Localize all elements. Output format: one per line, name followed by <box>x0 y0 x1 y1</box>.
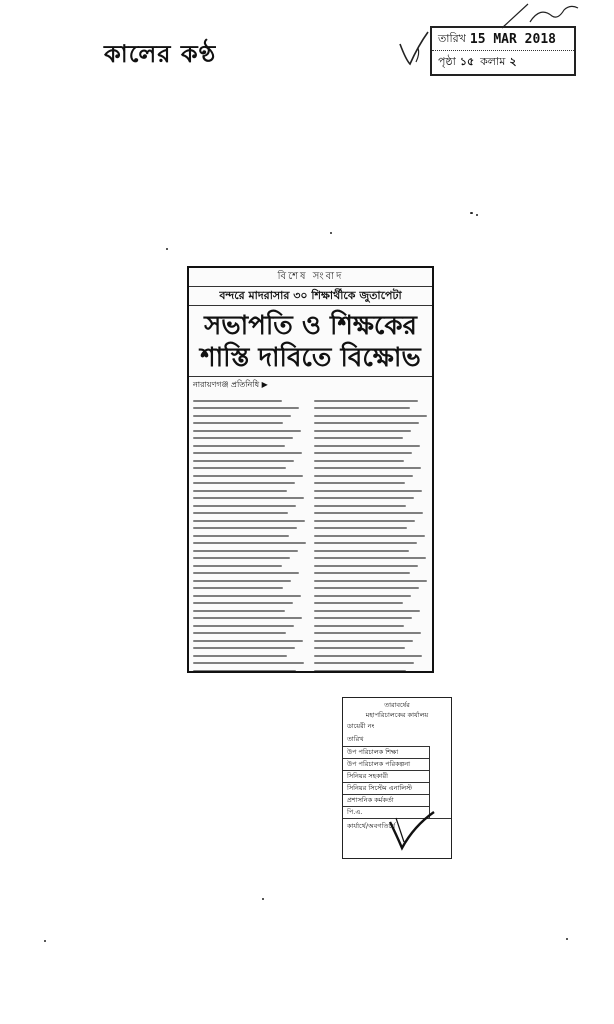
routing-title <box>343 698 451 720</box>
body-text-line <box>314 415 427 417</box>
body-text-line <box>314 527 408 529</box>
received-date-stamp <box>430 26 576 76</box>
stamp-page-row <box>432 50 574 73</box>
clipping-body-column-left <box>193 394 308 673</box>
body-text-line <box>193 670 296 672</box>
body-text-line <box>314 670 407 672</box>
body-text-line <box>314 632 422 634</box>
handwritten-tick-icon <box>396 26 432 70</box>
clipping-byline: নারায়ণগঞ্জ প্রতিনিধি ▶ <box>193 380 268 389</box>
stamp-page-label: পৃষ্ঠা <box>438 54 456 68</box>
body-text-line <box>314 407 410 409</box>
routing-row: সিনিয়র সহকারী <box>343 770 430 782</box>
body-text-line <box>314 625 404 627</box>
body-text-line <box>193 400 282 402</box>
clipping-kicker: বন্দরে মাদরাসার ৩০ শিক্ষার্থীকে জুতাপেটা <box>189 287 432 306</box>
body-text-line <box>314 400 418 402</box>
body-text-line <box>193 662 304 664</box>
body-text-line <box>314 602 403 604</box>
body-text-line <box>193 557 290 559</box>
body-text-line <box>193 655 287 657</box>
body-text-line <box>314 647 406 649</box>
body-text-line <box>193 572 299 574</box>
routing-title-line-1: তারাবর্ষের <box>384 701 410 709</box>
stamp-date-value: 15 MAR 2018 <box>469 31 556 47</box>
body-text-line <box>314 572 410 574</box>
body-text-line <box>193 512 288 514</box>
body-text-line <box>193 542 306 544</box>
body-text-line <box>193 460 294 462</box>
body-text-line <box>193 565 282 567</box>
scan-speck <box>476 214 478 216</box>
stamp-page-value: ১৫ <box>459 54 475 68</box>
body-text-line <box>314 430 411 432</box>
body-text-line <box>314 565 418 567</box>
routing-date-field: তারিখ <box>347 735 364 743</box>
body-text-line <box>193 437 293 439</box>
body-text-line <box>314 445 420 447</box>
body-text-line <box>193 415 291 417</box>
body-text-line <box>193 482 295 484</box>
body-text-line <box>193 580 291 582</box>
body-text-line <box>314 550 409 552</box>
clipping-body-columns <box>189 394 432 673</box>
body-text-line <box>314 542 417 544</box>
routing-row: উপ পরিচালক পরিকল্পনা <box>343 758 430 770</box>
body-text-line <box>314 467 422 469</box>
scan-speck <box>166 248 168 250</box>
scan-speck <box>330 232 332 234</box>
routing-action-field: কার্যার্থে/অবগতির্থে <box>343 818 451 833</box>
body-text-line <box>193 617 302 619</box>
body-text-line <box>314 580 427 582</box>
body-text-line <box>314 505 407 507</box>
body-text-line <box>193 527 297 529</box>
headline-line-2: শাস্তি দাবিতে বিক্ষোভ <box>200 343 421 373</box>
body-text-line <box>314 535 425 537</box>
body-text-line <box>314 475 414 477</box>
body-text-line <box>193 430 301 432</box>
stamp-date-row <box>432 28 574 50</box>
newspaper-masthead: কালের কণ্ঠ <box>104 39 217 68</box>
clipping-headline <box>189 306 432 377</box>
clipping-kicker-top: বিশেষ সংবাদ <box>189 268 432 287</box>
body-text-line <box>314 512 424 514</box>
body-text-line <box>193 467 286 469</box>
body-text-line <box>314 497 415 499</box>
body-text-line <box>314 482 406 484</box>
stamp-date-label: তারিখ <box>438 31 466 45</box>
body-text-line <box>314 557 426 559</box>
body-text-line <box>314 655 423 657</box>
scan-speck <box>44 940 46 942</box>
body-text-line <box>314 422 419 424</box>
body-text-line <box>193 610 285 612</box>
body-text-line <box>193 505 296 507</box>
body-text-line <box>314 520 416 522</box>
body-text-line <box>314 490 423 492</box>
body-text-line <box>193 520 305 522</box>
body-text-line <box>314 595 411 597</box>
scan-speck <box>470 212 473 214</box>
body-text-line <box>193 602 293 604</box>
body-text-line <box>314 587 419 589</box>
routing-diary-field: ডায়েরী নং <box>347 722 375 730</box>
body-text-line <box>314 437 403 439</box>
headline-line-1: সভাপতি ও শিক্ষকের <box>204 311 417 341</box>
body-text-line <box>193 475 303 477</box>
body-text-line <box>314 452 412 454</box>
newspaper-clipping <box>187 266 434 673</box>
body-text-line <box>193 632 286 634</box>
clipping-body-column-right <box>314 394 429 673</box>
body-text-line <box>314 610 420 612</box>
body-text-line <box>193 497 304 499</box>
body-text-line <box>193 535 289 537</box>
routing-title-line-2: মহাপরিচালকের কার্যালয় <box>365 711 429 719</box>
routing-row: সিনিয়র সিস্টেম এনালিস্ট <box>343 782 430 794</box>
routing-row: প্রশাসনিক কর্মকর্তা <box>343 794 430 806</box>
scan-speck <box>262 898 264 900</box>
stamp-column-value: ২ <box>509 54 517 68</box>
body-text-line <box>193 445 285 447</box>
body-text-line <box>314 460 404 462</box>
body-text-line <box>193 640 303 642</box>
stamp-column-label: কলাম <box>480 54 506 68</box>
body-text-line <box>193 587 283 589</box>
scan-speck <box>566 938 568 940</box>
body-text-line <box>193 595 301 597</box>
body-text-line <box>193 452 302 454</box>
routing-row: উপ পরিচালক শিক্ষা <box>343 746 430 758</box>
body-text-line <box>314 640 414 642</box>
body-text-line <box>193 407 299 409</box>
handwritten-approval-tick-icon <box>386 808 438 852</box>
body-text-line <box>193 550 298 552</box>
routing-row: পি.এ. <box>343 806 430 818</box>
body-text-line <box>314 617 412 619</box>
body-text-line <box>193 490 287 492</box>
body-text-line <box>193 647 295 649</box>
body-text-line <box>193 422 283 424</box>
body-text-line <box>314 662 415 664</box>
body-text-line <box>193 625 294 627</box>
